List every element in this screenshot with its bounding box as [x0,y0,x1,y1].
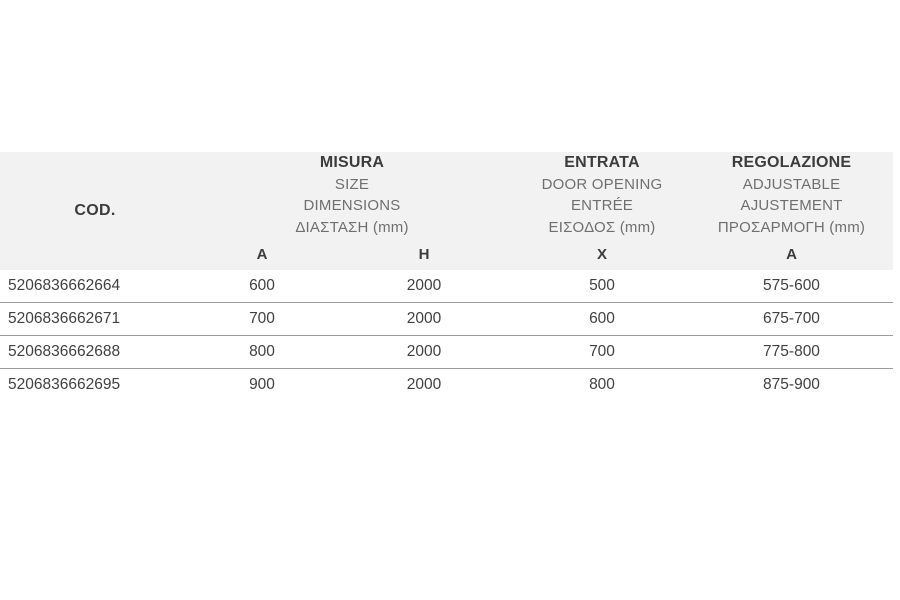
subcolumn-h: H [334,238,514,270]
column-header-regolazione [690,152,893,238]
width-a-value: 900 [190,369,334,402]
column-header-misura [190,152,514,238]
width-a-value: 600 [249,277,275,294]
entrata-title: ENTRATA [564,154,640,171]
regolazione-title: REGOLAZIONE [731,154,852,171]
table-row [0,303,893,336]
cod-value: 5206836662688 [0,336,190,369]
adjustment-range-value: 675-700 [690,303,893,336]
misura-subtitle-en: SIZE [334,175,370,193]
height-h-value: 2000 [334,369,514,402]
width-a-value: 800 [190,336,334,369]
cod-value: 5206836662671 [0,303,190,336]
table-row [0,336,893,369]
column-header-cod: COD. [0,152,190,270]
spec-table [0,152,893,401]
opening-x-value: 700 [514,336,690,369]
table-header [0,152,893,270]
table-body [0,270,893,401]
adjustment-range-value: 575-600 [763,277,820,294]
entrata-subtitle-gr: ΕΙΣΟΔΟΣ (mm) [548,218,656,236]
misura-subtitle-gr: ΔΙΑΣΤΑΣΗ (mm) [295,218,409,236]
subcolumn-x: X [514,238,690,270]
height-h-value: 2000 [334,336,514,369]
regolazione-subtitle-en: ADJUSTABLE [742,175,841,193]
entrata-subtitle-fr: ENTRÉE [570,197,634,214]
opening-x-value: 800 [514,369,690,402]
cod-value: 5206836662695 [0,369,190,402]
opening-x-value: 500 [589,277,615,294]
subcolumn-a-adjust: A [690,238,893,270]
misura-title: MISURA [319,154,385,171]
opening-x-value: 600 [514,303,690,336]
width-a-value: 700 [190,303,334,336]
entrata-subtitle-en: DOOR OPENING [541,175,663,193]
table-row [0,369,893,402]
height-h-value: 2000 [406,277,442,294]
cod-value: 5206836662664 [8,277,121,294]
regolazione-subtitle-gr: ΠΡΟΣΑΡΜΟΓΗ (mm) [717,218,866,236]
adjustment-range-value: 875-900 [690,369,893,402]
regolazione-subtitle-fr: AJUSTEMENT [740,197,843,214]
column-header-entrata [514,152,690,238]
header-group-row [0,152,893,238]
height-h-value: 2000 [334,303,514,336]
misura-subtitle-fr: DIMENSIONS [303,197,401,214]
subcolumn-a: A [190,238,334,270]
table-row [0,270,893,303]
product-spec-table [0,152,893,401]
adjustment-range-value: 775-800 [690,336,893,369]
